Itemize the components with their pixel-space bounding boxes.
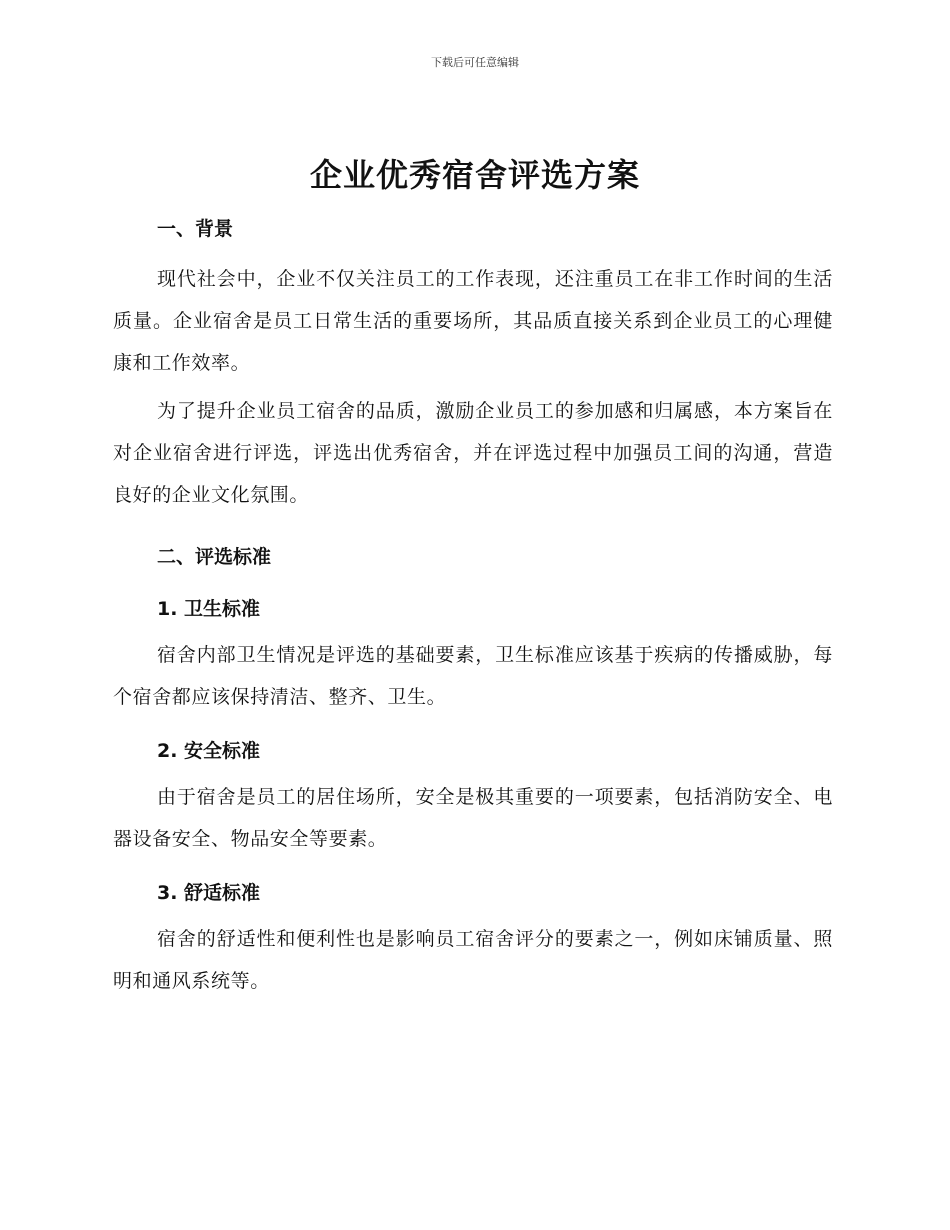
paragraph-background-1: 现代社会中，企业不仅关注员工的工作表现，还注重员工在非工作时间的生活质量。企业宿舍是员工日常生活的重要场所，其品质直接关系到企业员工的心理健康和工作效率。 (113, 268, 833, 374)
header-note: 下载后可任意编辑 (431, 56, 519, 69)
section-heading-criteria: 二、评选标准 (157, 546, 272, 568)
paragraph-background-2: 为了提升企业员工宿舍的品质，激励企业员工的参加感和归属感，本方案旨在对企业宿舍进行评选，评选出优秀宿舍，并在评选过程中加强员工间的沟通，营造良好的企业文化氛围。 (113, 400, 833, 506)
paragraph-comfort: 宿舍的舒适性和便利性也是影响员工宿舍评分的要素之一，例如床铺质量、照明和通风系统等。 (113, 928, 833, 992)
subsection-heading-hygiene: 1. 卫生标准 (157, 598, 261, 620)
paragraph-safety: 由于宿舍是员工的居住场所，安全是极其重要的一项要素，包括消防安全、电器设备安全、物品安全等要素。 (113, 786, 833, 850)
subsection-heading-comfort: 3. 舒适标准 (157, 882, 261, 904)
document-body (113, 200, 833, 1002)
subsection-heading-safety: 2. 安全标准 (157, 740, 261, 762)
document-title: 企业优秀宿舍评选方案 (309, 156, 640, 194)
section-heading-background: 一、背景 (157, 218, 234, 240)
paragraph-hygiene: 宿舍内部卫生情况是评选的基础要素，卫生标准应该基于疾病的传播威胁，每个宿舍都应该保持清洁、整齐、卫生。 (113, 644, 833, 708)
